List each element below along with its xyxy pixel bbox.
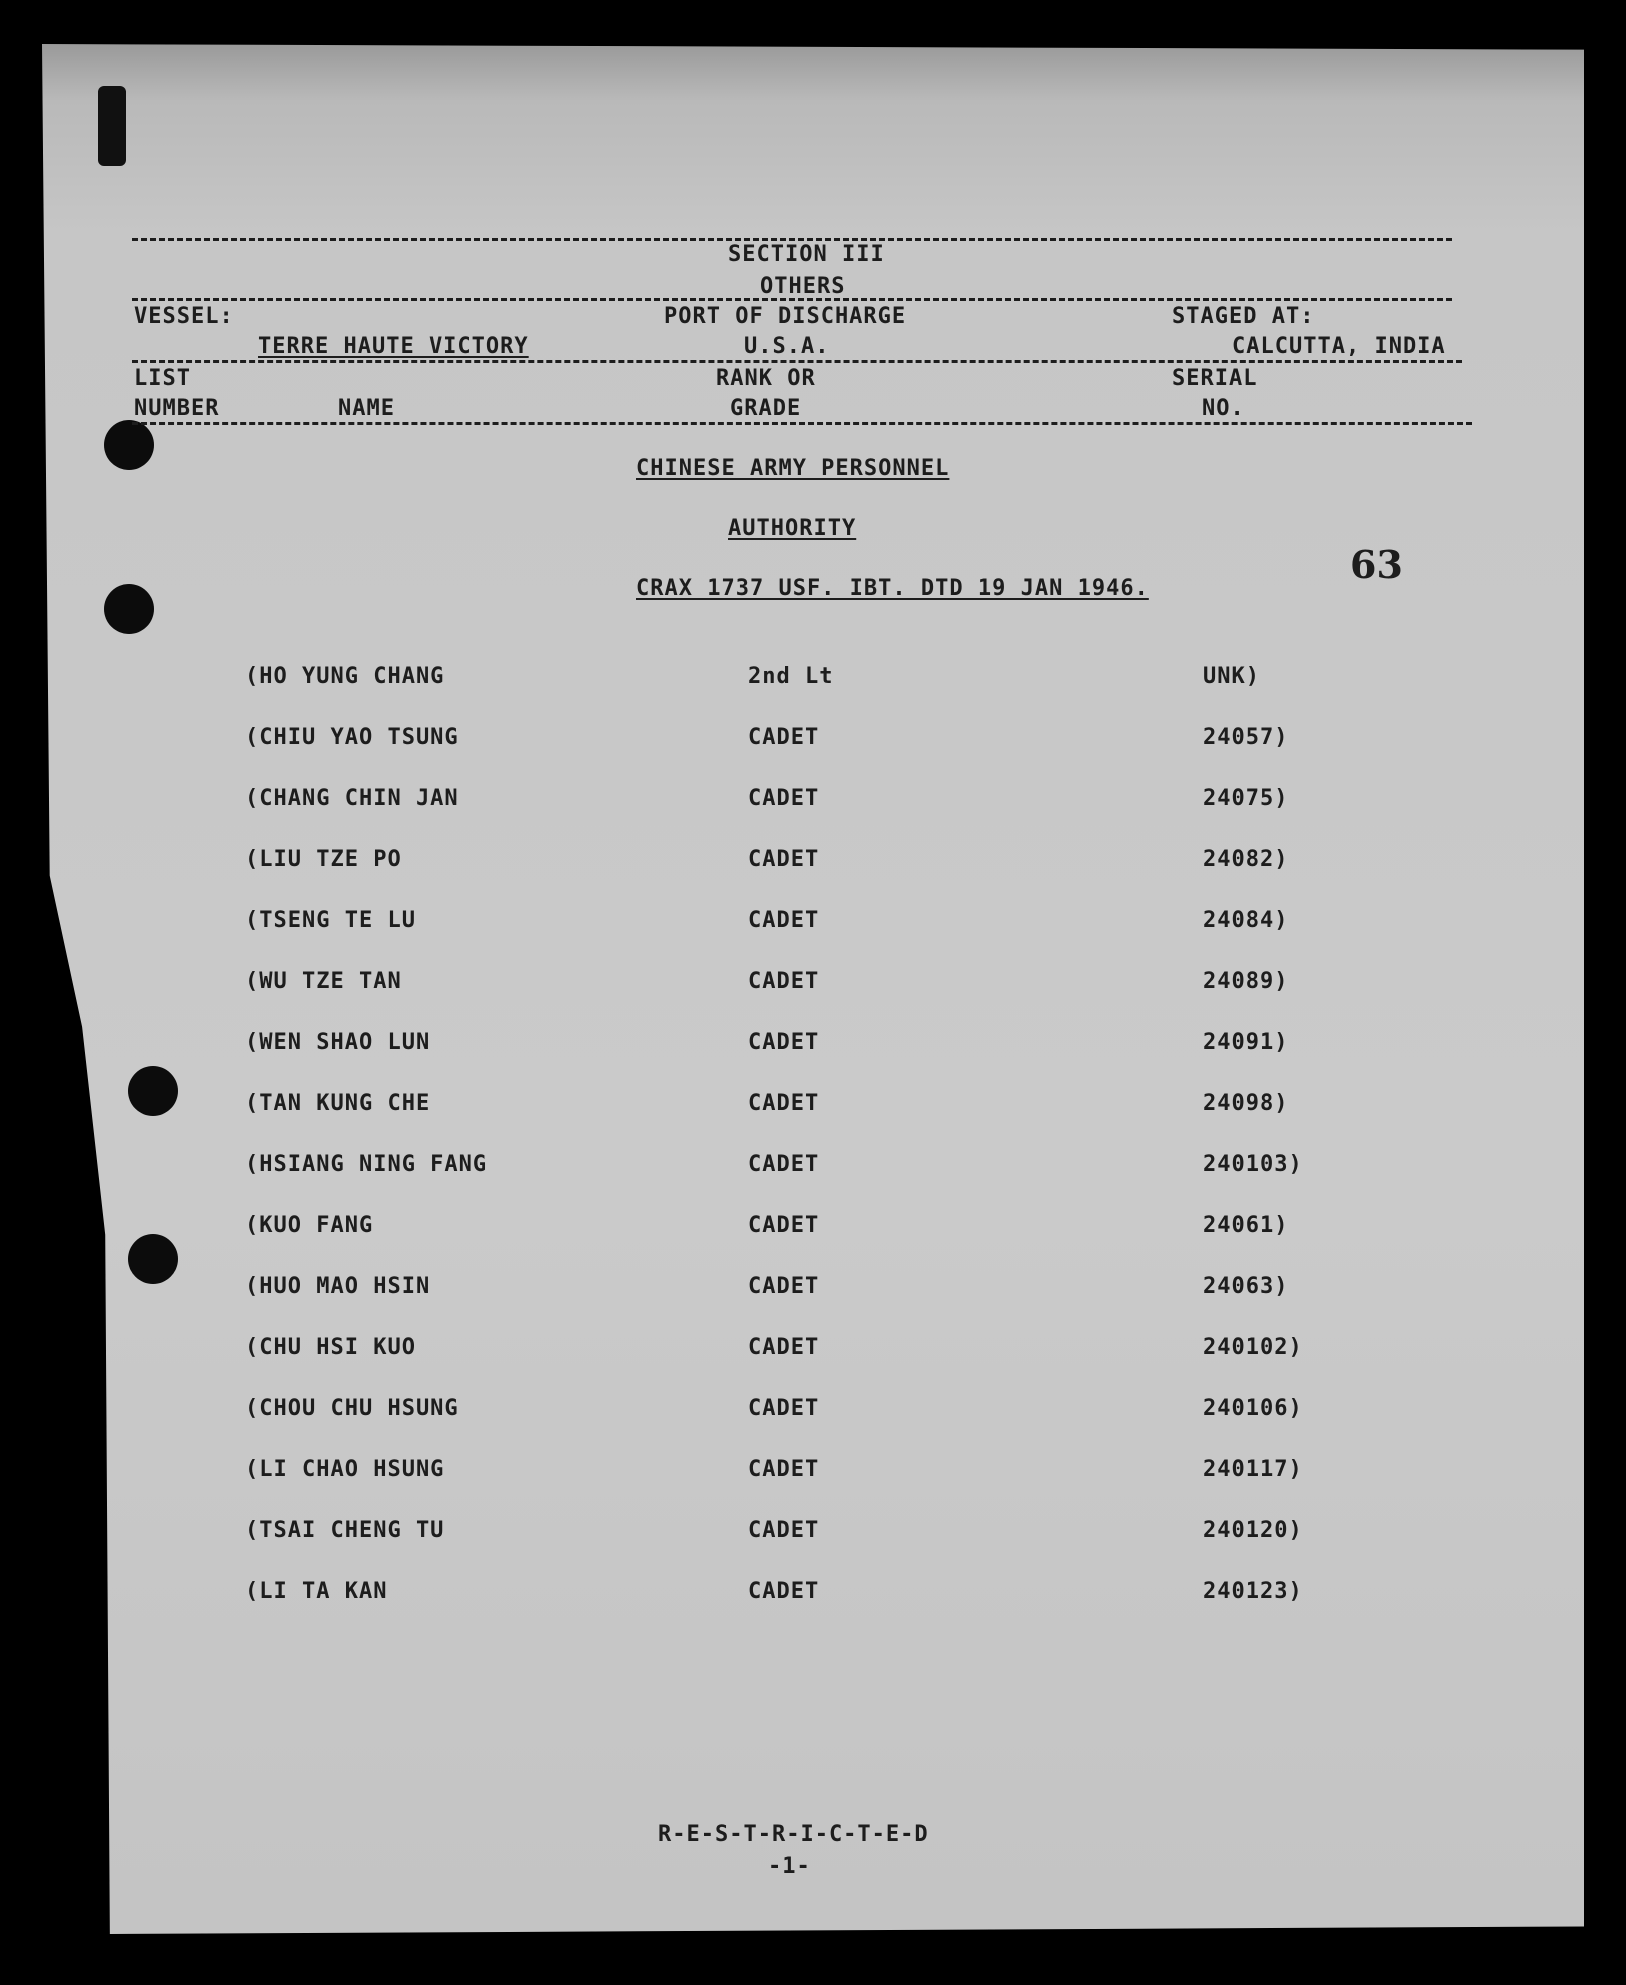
classification-footer: R-E-S-T-R-I-C-T-E-D bbox=[658, 1822, 929, 1847]
personnel-rank: CADET bbox=[748, 1091, 820, 1116]
table-row bbox=[0, 1579, 1626, 1613]
table-row bbox=[0, 725, 1626, 759]
table-row bbox=[0, 1396, 1626, 1430]
table-row bbox=[0, 1335, 1626, 1369]
page-number: -1- bbox=[768, 1854, 811, 1879]
vessel-label: VESSEL: bbox=[134, 304, 234, 329]
personnel-serial: 24084) bbox=[1203, 908, 1289, 933]
vessel-name: TERRE HAUTE VICTORY bbox=[258, 334, 529, 359]
personnel-rank: CADET bbox=[748, 1274, 820, 1299]
personnel-name: (HUO MAO HSIN bbox=[245, 1274, 431, 1299]
table-row bbox=[0, 1030, 1626, 1064]
table-row bbox=[0, 1274, 1626, 1308]
personnel-name: (WU TZE TAN bbox=[245, 969, 402, 994]
personnel-name: (CHOU CHU HSUNG bbox=[245, 1396, 459, 1421]
personnel-rank: CADET bbox=[748, 1030, 820, 1055]
document-title: CHINESE ARMY PERSONNEL bbox=[636, 456, 950, 481]
table-row bbox=[0, 1457, 1626, 1491]
personnel-rank: CADET bbox=[748, 1579, 820, 1604]
personnel-rank: CADET bbox=[748, 908, 820, 933]
personnel-name: (TAN KUNG CHE bbox=[245, 1091, 431, 1116]
personnel-name: (CHIU YAO TSUNG bbox=[245, 725, 459, 750]
personnel-rank: CADET bbox=[748, 969, 820, 994]
personnel-serial: 240123) bbox=[1203, 1579, 1303, 1604]
personnel-name: (CHU HSI KUO bbox=[245, 1335, 416, 1360]
section-heading: SECTION III bbox=[728, 242, 885, 267]
personnel-name: (CHANG CHIN JAN bbox=[245, 786, 459, 811]
personnel-serial: 24063) bbox=[1203, 1274, 1289, 1299]
column-header-serial-1: SERIAL bbox=[1172, 366, 1258, 391]
table-row bbox=[0, 847, 1626, 881]
personnel-serial: 24098) bbox=[1203, 1091, 1289, 1116]
divider bbox=[132, 422, 1472, 425]
personnel-rank: CADET bbox=[748, 1518, 820, 1543]
personnel-rank: CADET bbox=[748, 847, 820, 872]
staged-value: CALCUTTA, INDIA bbox=[1232, 334, 1446, 359]
table-row bbox=[0, 1091, 1626, 1125]
personnel-serial: 24057) bbox=[1203, 725, 1289, 750]
authority-label: AUTHORITY bbox=[728, 516, 857, 541]
table-row bbox=[0, 786, 1626, 820]
personnel-rank: CADET bbox=[748, 1335, 820, 1360]
personnel-rank: CADET bbox=[748, 1213, 820, 1238]
personnel-name: (TSAI CHENG TU bbox=[245, 1518, 445, 1543]
personnel-rank: CADET bbox=[748, 725, 820, 750]
column-header-list: LIST bbox=[134, 366, 191, 391]
personnel-serial: 240106) bbox=[1203, 1396, 1303, 1421]
column-header-number: NUMBER bbox=[134, 396, 220, 421]
personnel-serial: 24091) bbox=[1203, 1030, 1289, 1055]
personnel-name: (WEN SHAO LUN bbox=[245, 1030, 431, 1055]
table-row bbox=[0, 1518, 1626, 1552]
personnel-serial: 24089) bbox=[1203, 969, 1289, 994]
column-header-rank-2: GRADE bbox=[730, 396, 802, 421]
personnel-serial: 240102) bbox=[1203, 1335, 1303, 1360]
table-row bbox=[0, 1213, 1626, 1247]
table-row bbox=[0, 908, 1626, 942]
personnel-name: (LI CHAO HSUNG bbox=[245, 1457, 445, 1482]
ink-blot bbox=[98, 86, 126, 166]
port-label: PORT OF DISCHARGE bbox=[664, 304, 907, 329]
binder-hole bbox=[104, 420, 154, 470]
personnel-serial: 24075) bbox=[1203, 786, 1289, 811]
column-header-name: NAME bbox=[338, 396, 395, 421]
personnel-name: (TSENG TE LU bbox=[245, 908, 416, 933]
subsection-heading: OTHERS bbox=[760, 274, 846, 299]
column-header-rank-1: RANK OR bbox=[716, 366, 816, 391]
personnel-name: (LI TA KAN bbox=[245, 1579, 388, 1604]
personnel-rank: CADET bbox=[748, 1457, 820, 1482]
table-row bbox=[0, 969, 1626, 1003]
staged-label: STAGED AT: bbox=[1172, 304, 1315, 329]
personnel-serial: UNK) bbox=[1203, 664, 1260, 689]
port-value: U.S.A. bbox=[744, 334, 830, 359]
personnel-rank: CADET bbox=[748, 786, 820, 811]
personnel-rank: CADET bbox=[748, 1396, 820, 1421]
personnel-serial: 240103) bbox=[1203, 1152, 1303, 1177]
personnel-name: (LIU TZE PO bbox=[245, 847, 402, 872]
page-mark: 63 bbox=[1350, 542, 1403, 587]
personnel-rank: 2nd Lt bbox=[748, 664, 834, 689]
column-header-serial-2: NO. bbox=[1202, 396, 1245, 421]
personnel-serial: 240120) bbox=[1203, 1518, 1303, 1543]
divider bbox=[132, 238, 1452, 241]
binder-hole bbox=[104, 584, 154, 634]
divider bbox=[132, 360, 1462, 363]
table-row bbox=[0, 664, 1626, 698]
authority-reference: CRAX 1737 USF. IBT. DTD 19 JAN 1946. bbox=[636, 576, 1149, 601]
personnel-serial: 24061) bbox=[1203, 1213, 1289, 1238]
personnel-name: (HO YUNG CHANG bbox=[245, 664, 445, 689]
personnel-name: (KUO FANG bbox=[245, 1213, 374, 1238]
table-row bbox=[0, 1152, 1626, 1186]
personnel-rank: CADET bbox=[748, 1152, 820, 1177]
personnel-serial: 240117) bbox=[1203, 1457, 1303, 1482]
personnel-name: (HSIANG NING FANG bbox=[245, 1152, 488, 1177]
personnel-serial: 24082) bbox=[1203, 847, 1289, 872]
